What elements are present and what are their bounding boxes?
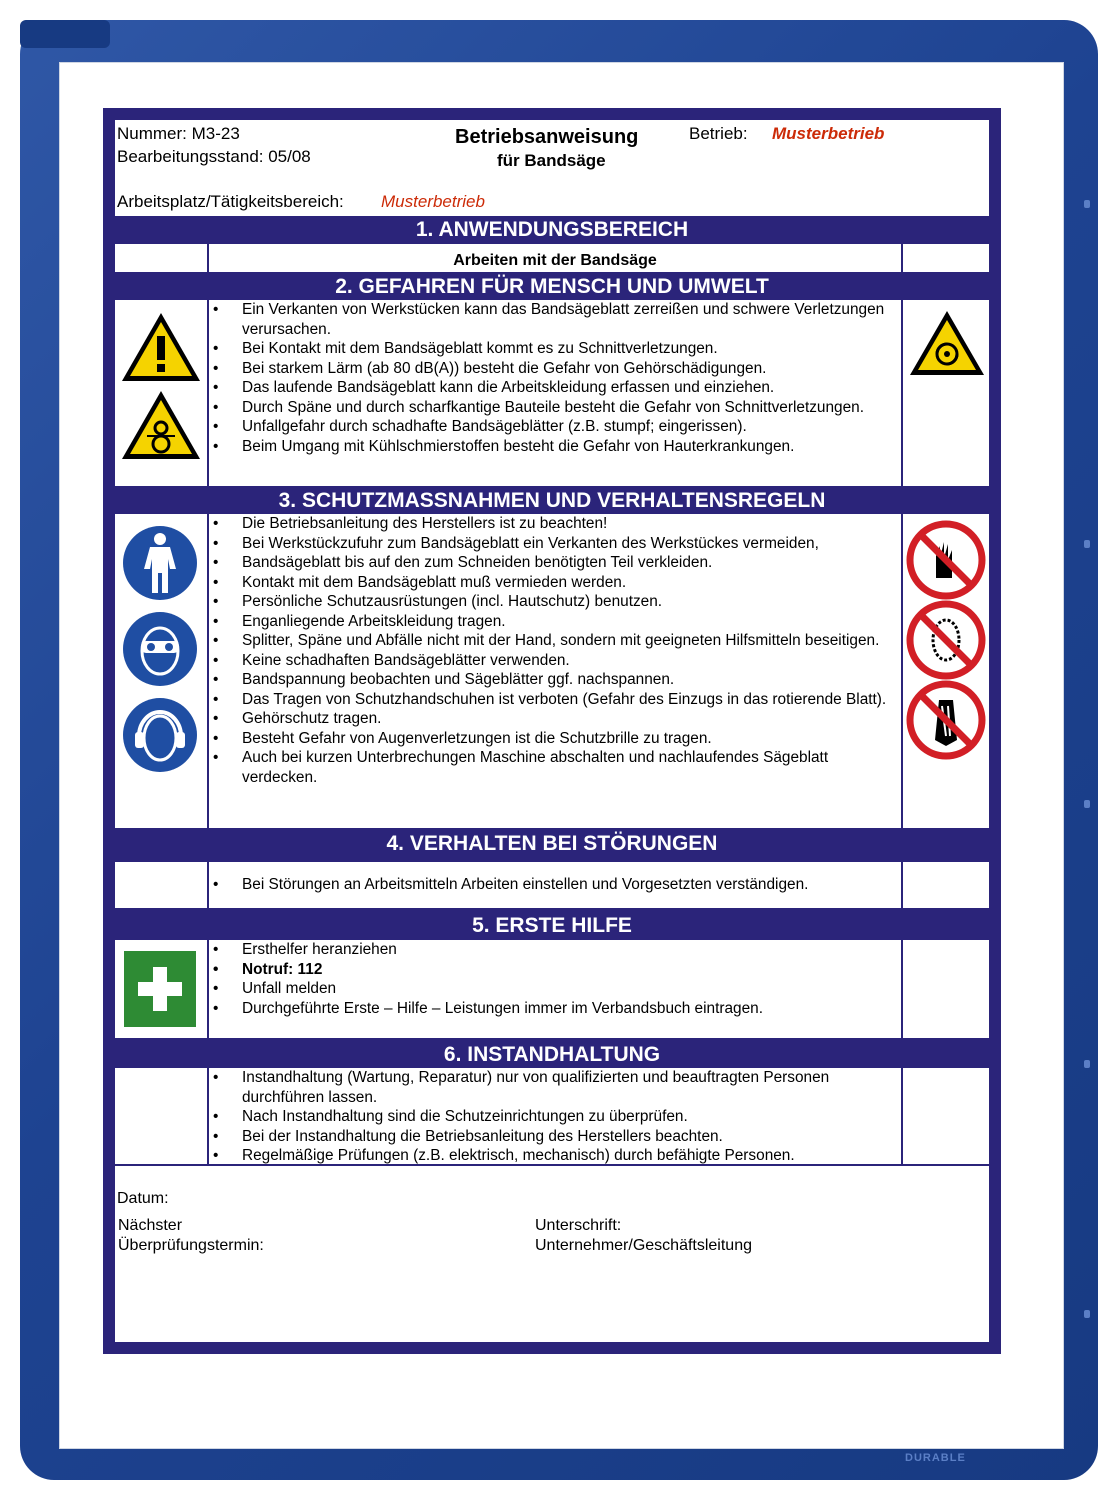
section-1-heading: 1. ANWENDUNGSBEREICH	[103, 216, 1001, 244]
list-item: • Beim Umgang mit Kühlschmierstoffen besteht die Gefahr von Hauterkrankungen.	[209, 437, 901, 457]
frame-stud	[1084, 1060, 1090, 1068]
list-item: • Bandsägeblatt bis auf den zum Schneiden benötigten Teil verkleiden.	[209, 553, 901, 573]
next-review-label: Nächster	[118, 1217, 183, 1234]
page-subtitle: für Bandsäge	[497, 151, 606, 170]
list-item: • Regelmäßige Prüfungen (z.B. elektrisch, mechanisch) durch befähigte Personen.	[209, 1146, 901, 1166]
scope-text: Arbeiten mit der Bandsäge	[453, 252, 657, 269]
list-item: • Das laufende Bandsägeblatt kann die Arbeitskleidung erfassen und einziehen.	[209, 378, 901, 398]
list-item: • Auch bei kurzen Unterbrechungen Maschine abschalten und nachlaufendes Sägeblatt verdecken.	[209, 748, 901, 787]
list-item: • Bei starkem Lärm (ab 80 dB(A)) besteht die Gefahr von Gehörschädigungen.	[209, 359, 901, 379]
list-item: • Kontakt mit dem Bandsägeblatt muß vermieden werden.	[209, 573, 901, 593]
malfunction-list	[209, 875, 901, 895]
frame-stud	[1084, 1310, 1090, 1318]
list-item: • Nach Instandhaltung sind die Schutzeinrichtungen zu überprüfen.	[209, 1107, 901, 1127]
no-gloves-icon	[906, 520, 986, 600]
list-item: • Splitter, Späne und Abfälle nicht mit der Hand, sondern mit geeigneten Hilfsmitteln beseitigen.	[209, 631, 901, 651]
date-label: Datum:	[117, 1190, 169, 1207]
frame-stud	[1084, 800, 1090, 808]
list-item: • Persönliche Schutzausrüstungen (incl. Hautschutz) benutzen.	[209, 592, 901, 612]
section-1-row	[115, 244, 989, 272]
sheet-header	[115, 120, 989, 218]
section-5-heading: 5. ERSTE HILFE	[103, 908, 1001, 940]
list-item: • Gehörschutz tragen.	[209, 709, 901, 729]
list-item: • Instandhaltung (Wartung, Reparatur) nur von qualifizierten und beauftragten Personen durchführen lassen.	[209, 1068, 901, 1107]
list-item: • Besteht Gefahr von Augenverletzungen ist die Schutzbrille zu tragen.	[209, 729, 901, 749]
section-6-row	[115, 1068, 989, 1166]
measures-list	[209, 514, 901, 787]
rotating-parts-warning-icon	[907, 308, 987, 378]
company-value: Musterbetrieb	[772, 124, 885, 143]
protective-clothing-icon	[119, 522, 201, 604]
section-4-row	[115, 862, 989, 908]
section-2-heading: 2. GEFAHREN FÜR MENSCH UND UMWELT	[103, 272, 1001, 300]
section-2-row	[115, 300, 989, 486]
no-loose-clothing-icon	[906, 680, 986, 760]
list-item: • Bei Störungen an Arbeitsmitteln Arbeiten einstellen und Vorgesetzten verständigen.	[209, 875, 901, 895]
next-review-label: Überprüfungstermin:	[118, 1237, 264, 1254]
section-5-row	[115, 940, 989, 1038]
list-item: • Bei Kontakt mit dem Bandsägeblatt kommt es zu Schnittverletzungen.	[209, 339, 901, 359]
hazard-list	[209, 300, 901, 456]
list-item: • Durchgeführte Erste – Hilfe – Leistungen immer im Verbandsbuch eintragen.	[209, 999, 901, 1019]
revision-status: Bearbeitungsstand: 05/08	[117, 147, 311, 166]
hand-entanglement-warning-icon	[119, 388, 203, 462]
general-warning-icon	[119, 310, 203, 384]
list-item: • Keine schadhaften Bandsägeblätter verwenden.	[209, 651, 901, 671]
list-item: • Ein Verkanten von Werkstücken kann das Bandsägeblatt zerreißen und schwere Verletzungen verursachen.	[209, 300, 901, 339]
signature-label: Unterschrift:	[535, 1217, 622, 1234]
first-aid-list	[209, 940, 901, 1018]
page-title: Betriebsanweisung	[455, 126, 639, 148]
frame-stud	[1084, 200, 1090, 208]
maintenance-list	[209, 1068, 901, 1166]
section-6-heading: 6. INSTANDHALTUNG	[103, 1038, 1001, 1068]
document-number: Nummer: M3-23	[117, 124, 240, 143]
frame-brand: DURABLE	[905, 1452, 966, 1464]
frame-stud	[1084, 540, 1090, 548]
no-jewelry-icon	[906, 600, 986, 680]
list-item: • Bei der Instandhaltung die Betriebsanleitung des Herstellers beachten.	[209, 1127, 901, 1147]
list-item: • Bandspannung beobachten und Sägeblätter ggf. nachspannen.	[209, 670, 901, 690]
list-item: • Das Tragen von Schutzhandschuhen ist verboten (Gefahr des Einzugs in das rotierende Blatt).	[209, 690, 901, 710]
section-3-heading: 3. SCHUTZMASSNAHMEN UND VERHALTENSREGELN	[103, 486, 1001, 514]
company-label: Betrieb:	[689, 124, 748, 143]
list-item: • Durch Späne und durch scharfkantige Bauteile besteht die Gefahr von Schnittverletzungen.	[209, 398, 901, 418]
list-item: • Notruf: 112	[209, 960, 901, 980]
list-item: • Die Betriebsanleitung des Herstellers ist zu beachten!	[209, 514, 901, 534]
signature-role: Unternehmer/Geschäftsleitung	[535, 1237, 752, 1254]
safety-goggles-icon	[119, 608, 201, 690]
list-item: • Enganliegende Arbeitskleidung tragen.	[209, 612, 901, 632]
section-4-heading: 4. VERHALTEN BEI STÖRUNGEN	[103, 828, 1001, 862]
workplace-label: Arbeitsplatz/Tätigkeitsbereich:	[117, 192, 344, 211]
first-aid-cross-icon	[121, 948, 199, 1030]
ear-protection-icon	[119, 694, 201, 776]
list-item: • Bei Werkstückzufuhr zum Bandsägeblatt ein Verkanten des Werkstückes vermeiden,	[209, 534, 901, 554]
list-item: • Unfallgefahr durch schadhafte Bandsägeblätter (z.B. stumpf; eingerissen).	[209, 417, 901, 437]
list-item: • Unfall melden	[209, 979, 901, 999]
operating-instruction-sheet	[103, 108, 1001, 1354]
workplace-value: Musterbetrieb	[381, 192, 485, 211]
list-item: • Ersthelfer heranziehen	[209, 940, 901, 960]
section-3-row	[115, 514, 989, 828]
